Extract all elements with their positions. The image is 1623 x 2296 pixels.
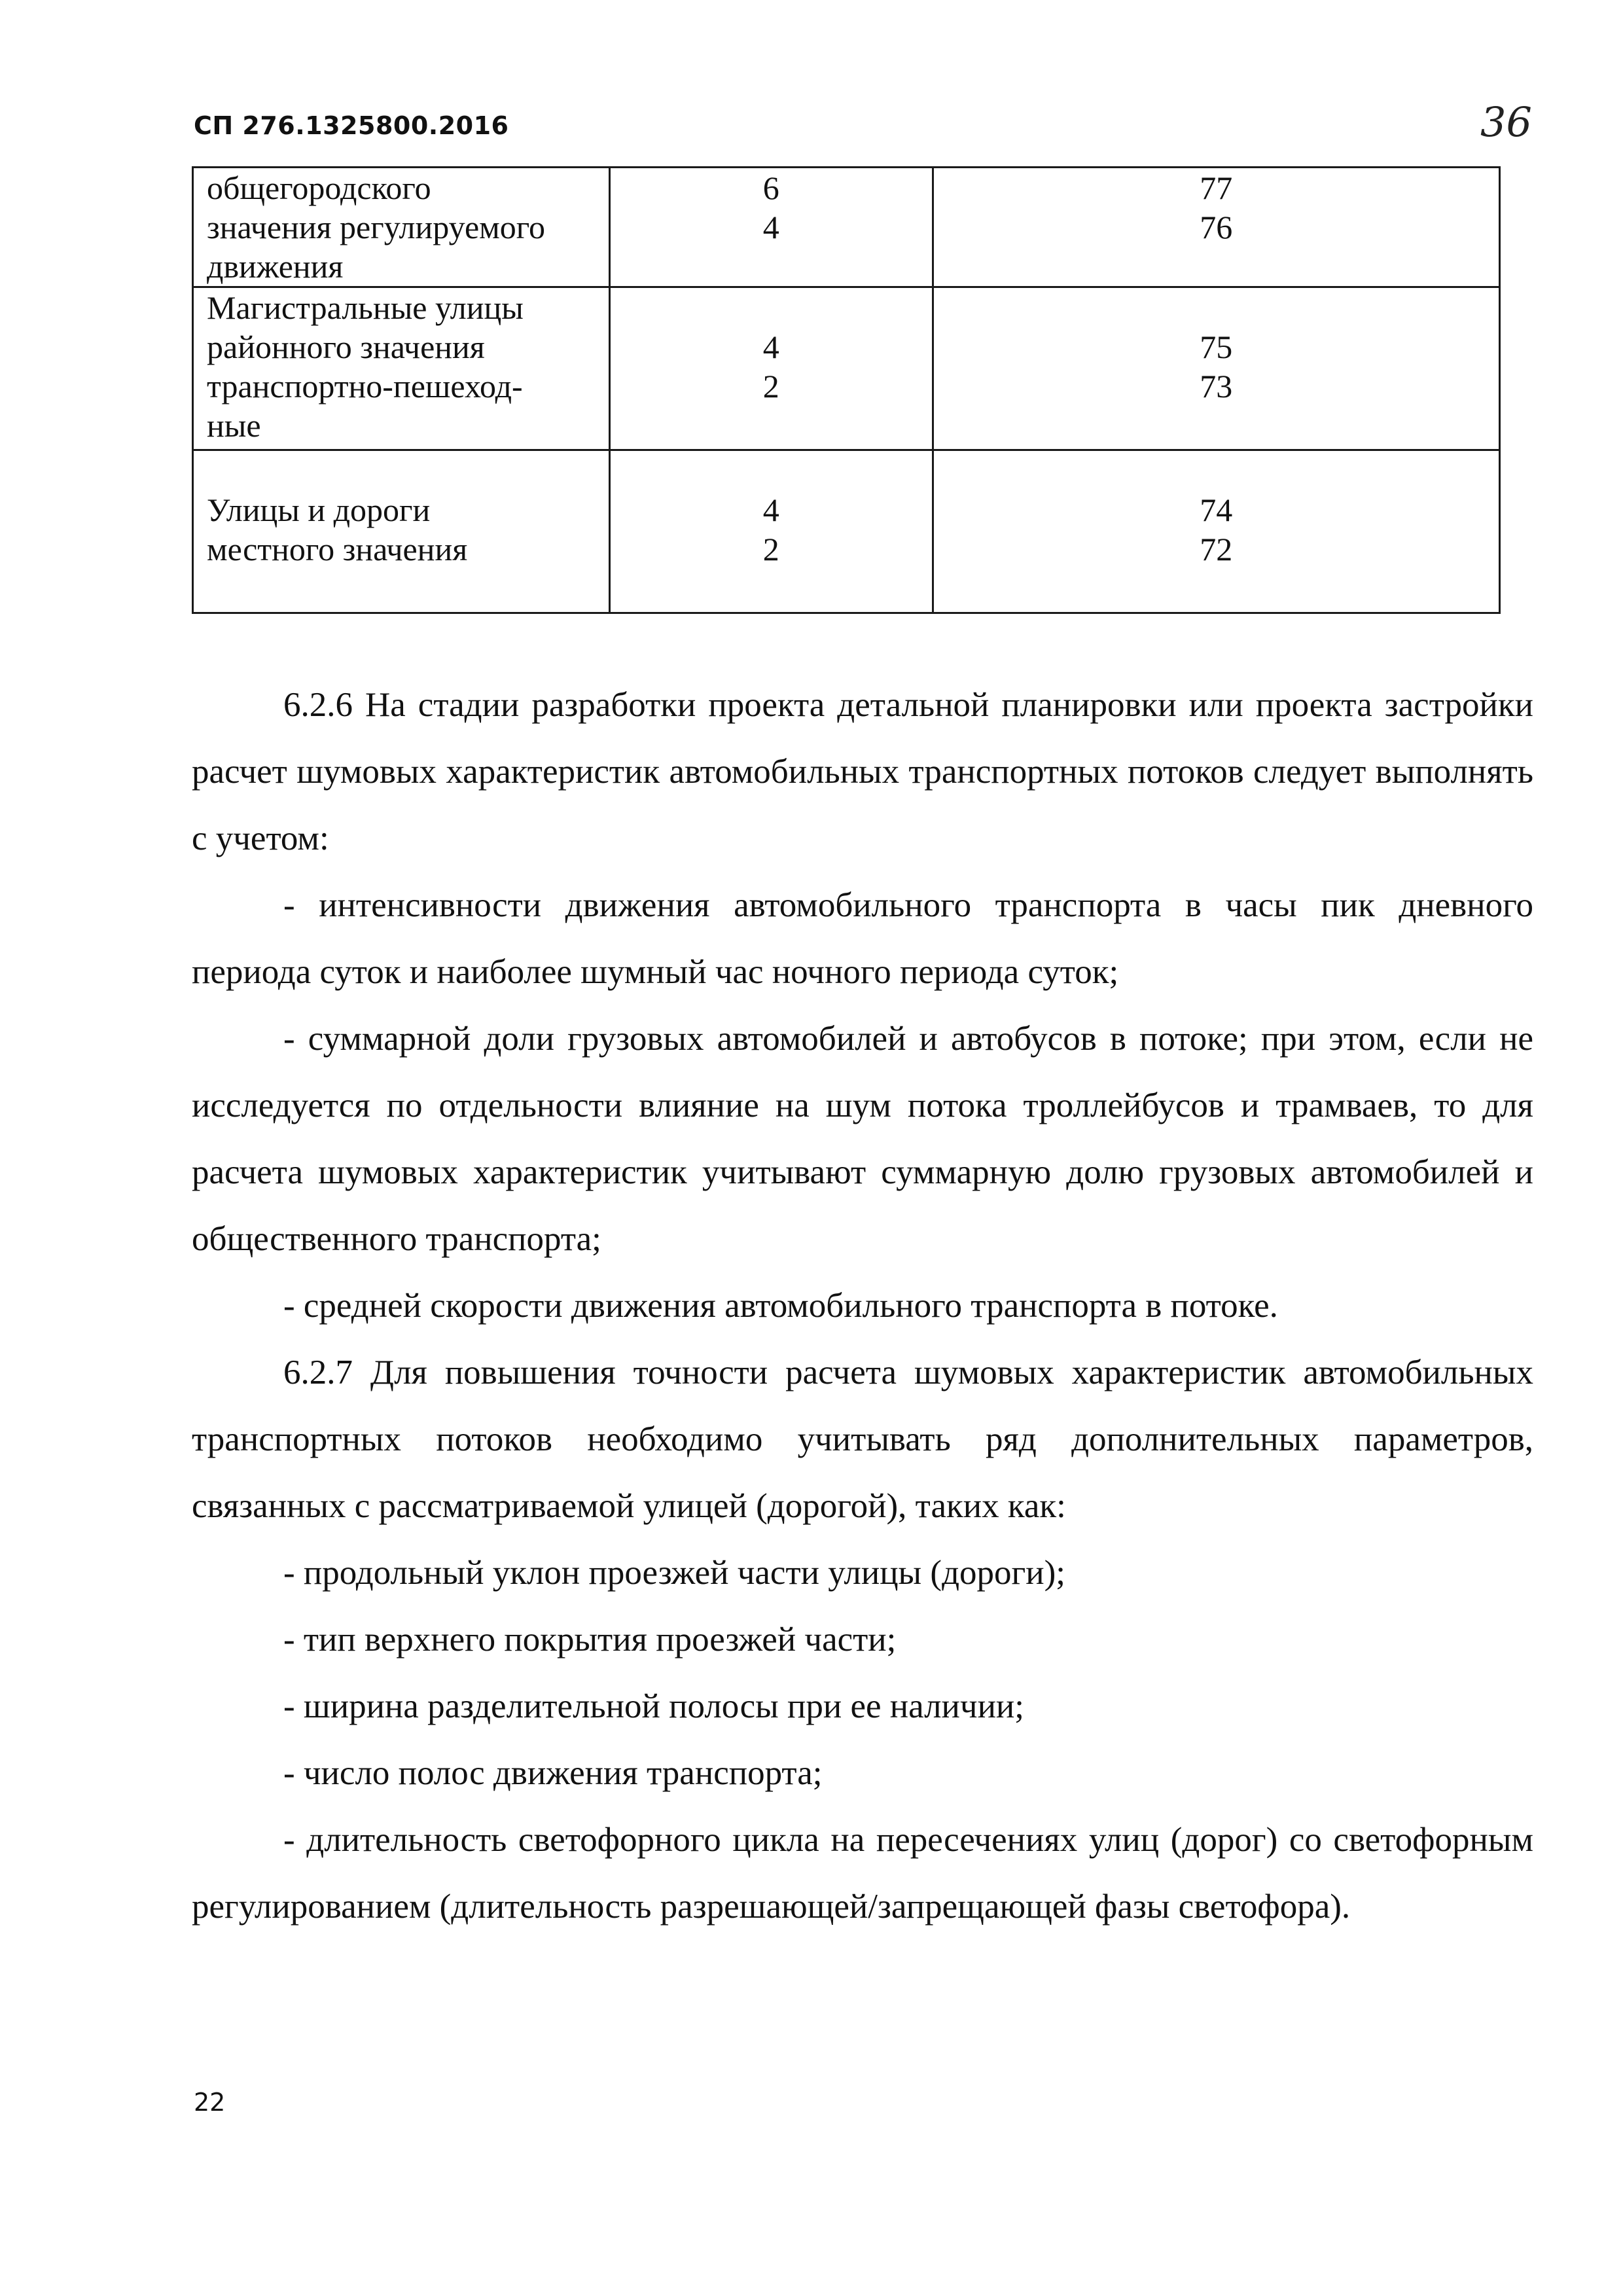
list-item: - суммарной доли грузовых автомобилей и автобусов в потоке; при этом, если не исследуется по отдельности влияние на шум потока троллейбусов и трамваев, то для расчета шумовых характеристик учитывают суммарную долю грузовых автомобилей и общественного транспорта; <box>192 1020 1533 1258</box>
noise-level-value: 72 <box>1200 531 1233 567</box>
table-row <box>193 168 1500 287</box>
street-category-line: общегородского <box>207 170 431 206</box>
street-category-line: Магистральные улицы <box>207 289 524 326</box>
noise-level-value: 76 <box>1200 209 1233 245</box>
paragraph-6-2-6: 6.2.6 На стадии разработки проекта детальной планировки или проекта застройки расчет шумовых характеристик автомобильных транспортных потоков следует выполнять с учетом: <box>192 686 1533 857</box>
lanes-value: 4 <box>762 492 779 528</box>
noise-level-cell <box>933 450 1499 613</box>
street-category-line: ные <box>207 407 261 444</box>
table-row <box>193 450 1500 613</box>
noise-level-value: 75 <box>1200 329 1233 365</box>
lanes-cell <box>610 450 933 613</box>
page-number: 22 <box>194 2088 226 2117</box>
street-category-cell <box>193 450 610 613</box>
noise-level-cell <box>933 168 1499 287</box>
street-category-line: транспортно-пешеход- <box>207 368 523 404</box>
lanes-value: 2 <box>762 531 779 567</box>
list-item: - интенсивности движения автомобильного транспорта в часы пик дневного периода суток и наиболее шумный час ночного периода суток; <box>192 886 1533 991</box>
street-category-line: движения <box>207 248 344 285</box>
lanes-value: 6 <box>762 170 779 206</box>
lanes-cell <box>610 287 933 450</box>
street-category-cell <box>193 168 610 287</box>
street-category-line: районного значения <box>207 329 485 365</box>
noise-level-value: 74 <box>1200 492 1233 528</box>
list-item: - длительность светофорного цикла на пересечениях улиц (дорог) со светофорным регулированием (длительность разрешающей/запрещающей фазы светофора). <box>192 1821 1533 1926</box>
street-category-line: значения регулируемого <box>207 209 546 245</box>
handwritten-page-mark: 36 <box>1480 98 1532 146</box>
lanes-value: 2 <box>762 368 779 404</box>
street-category-cell <box>193 287 610 450</box>
list-item: - число полос движения транспорта; <box>283 1754 823 1792</box>
list-item: - средней скорости движения автомобильного транспорта в потоке. <box>283 1287 1278 1325</box>
body-text <box>192 672 1533 1940</box>
list-item: - продольный уклон проезжей части улицы (дороги); <box>283 1554 1066 1592</box>
street-category-line: Улицы и дороги <box>207 492 431 528</box>
noise-level-cell <box>933 287 1499 450</box>
noise-level-value: 77 <box>1200 170 1233 206</box>
noise-level-table <box>192 166 1501 614</box>
table-row <box>193 287 1500 450</box>
list-item: - тип верхнего покрытия проезжей части; <box>283 1621 897 1659</box>
street-category-line: местного значения <box>207 531 468 567</box>
lanes-cell <box>610 168 933 287</box>
lanes-value: 4 <box>762 209 779 245</box>
paragraph-6-2-7: 6.2.7 Для повышения точности расчета шумовых характеристик автомобильных транспортных потоков необходимо учитывать ряд дополнительных параметров, связанных с рассматриваемой улицей (дорогой), таких как: <box>192 1354 1533 1525</box>
lanes-value: 4 <box>762 329 779 365</box>
list-item: - ширина разделительной полосы при ее наличии; <box>283 1687 1025 1725</box>
document-code: СП 276.1325800.2016 <box>194 111 509 140</box>
noise-level-value: 73 <box>1200 368 1233 404</box>
